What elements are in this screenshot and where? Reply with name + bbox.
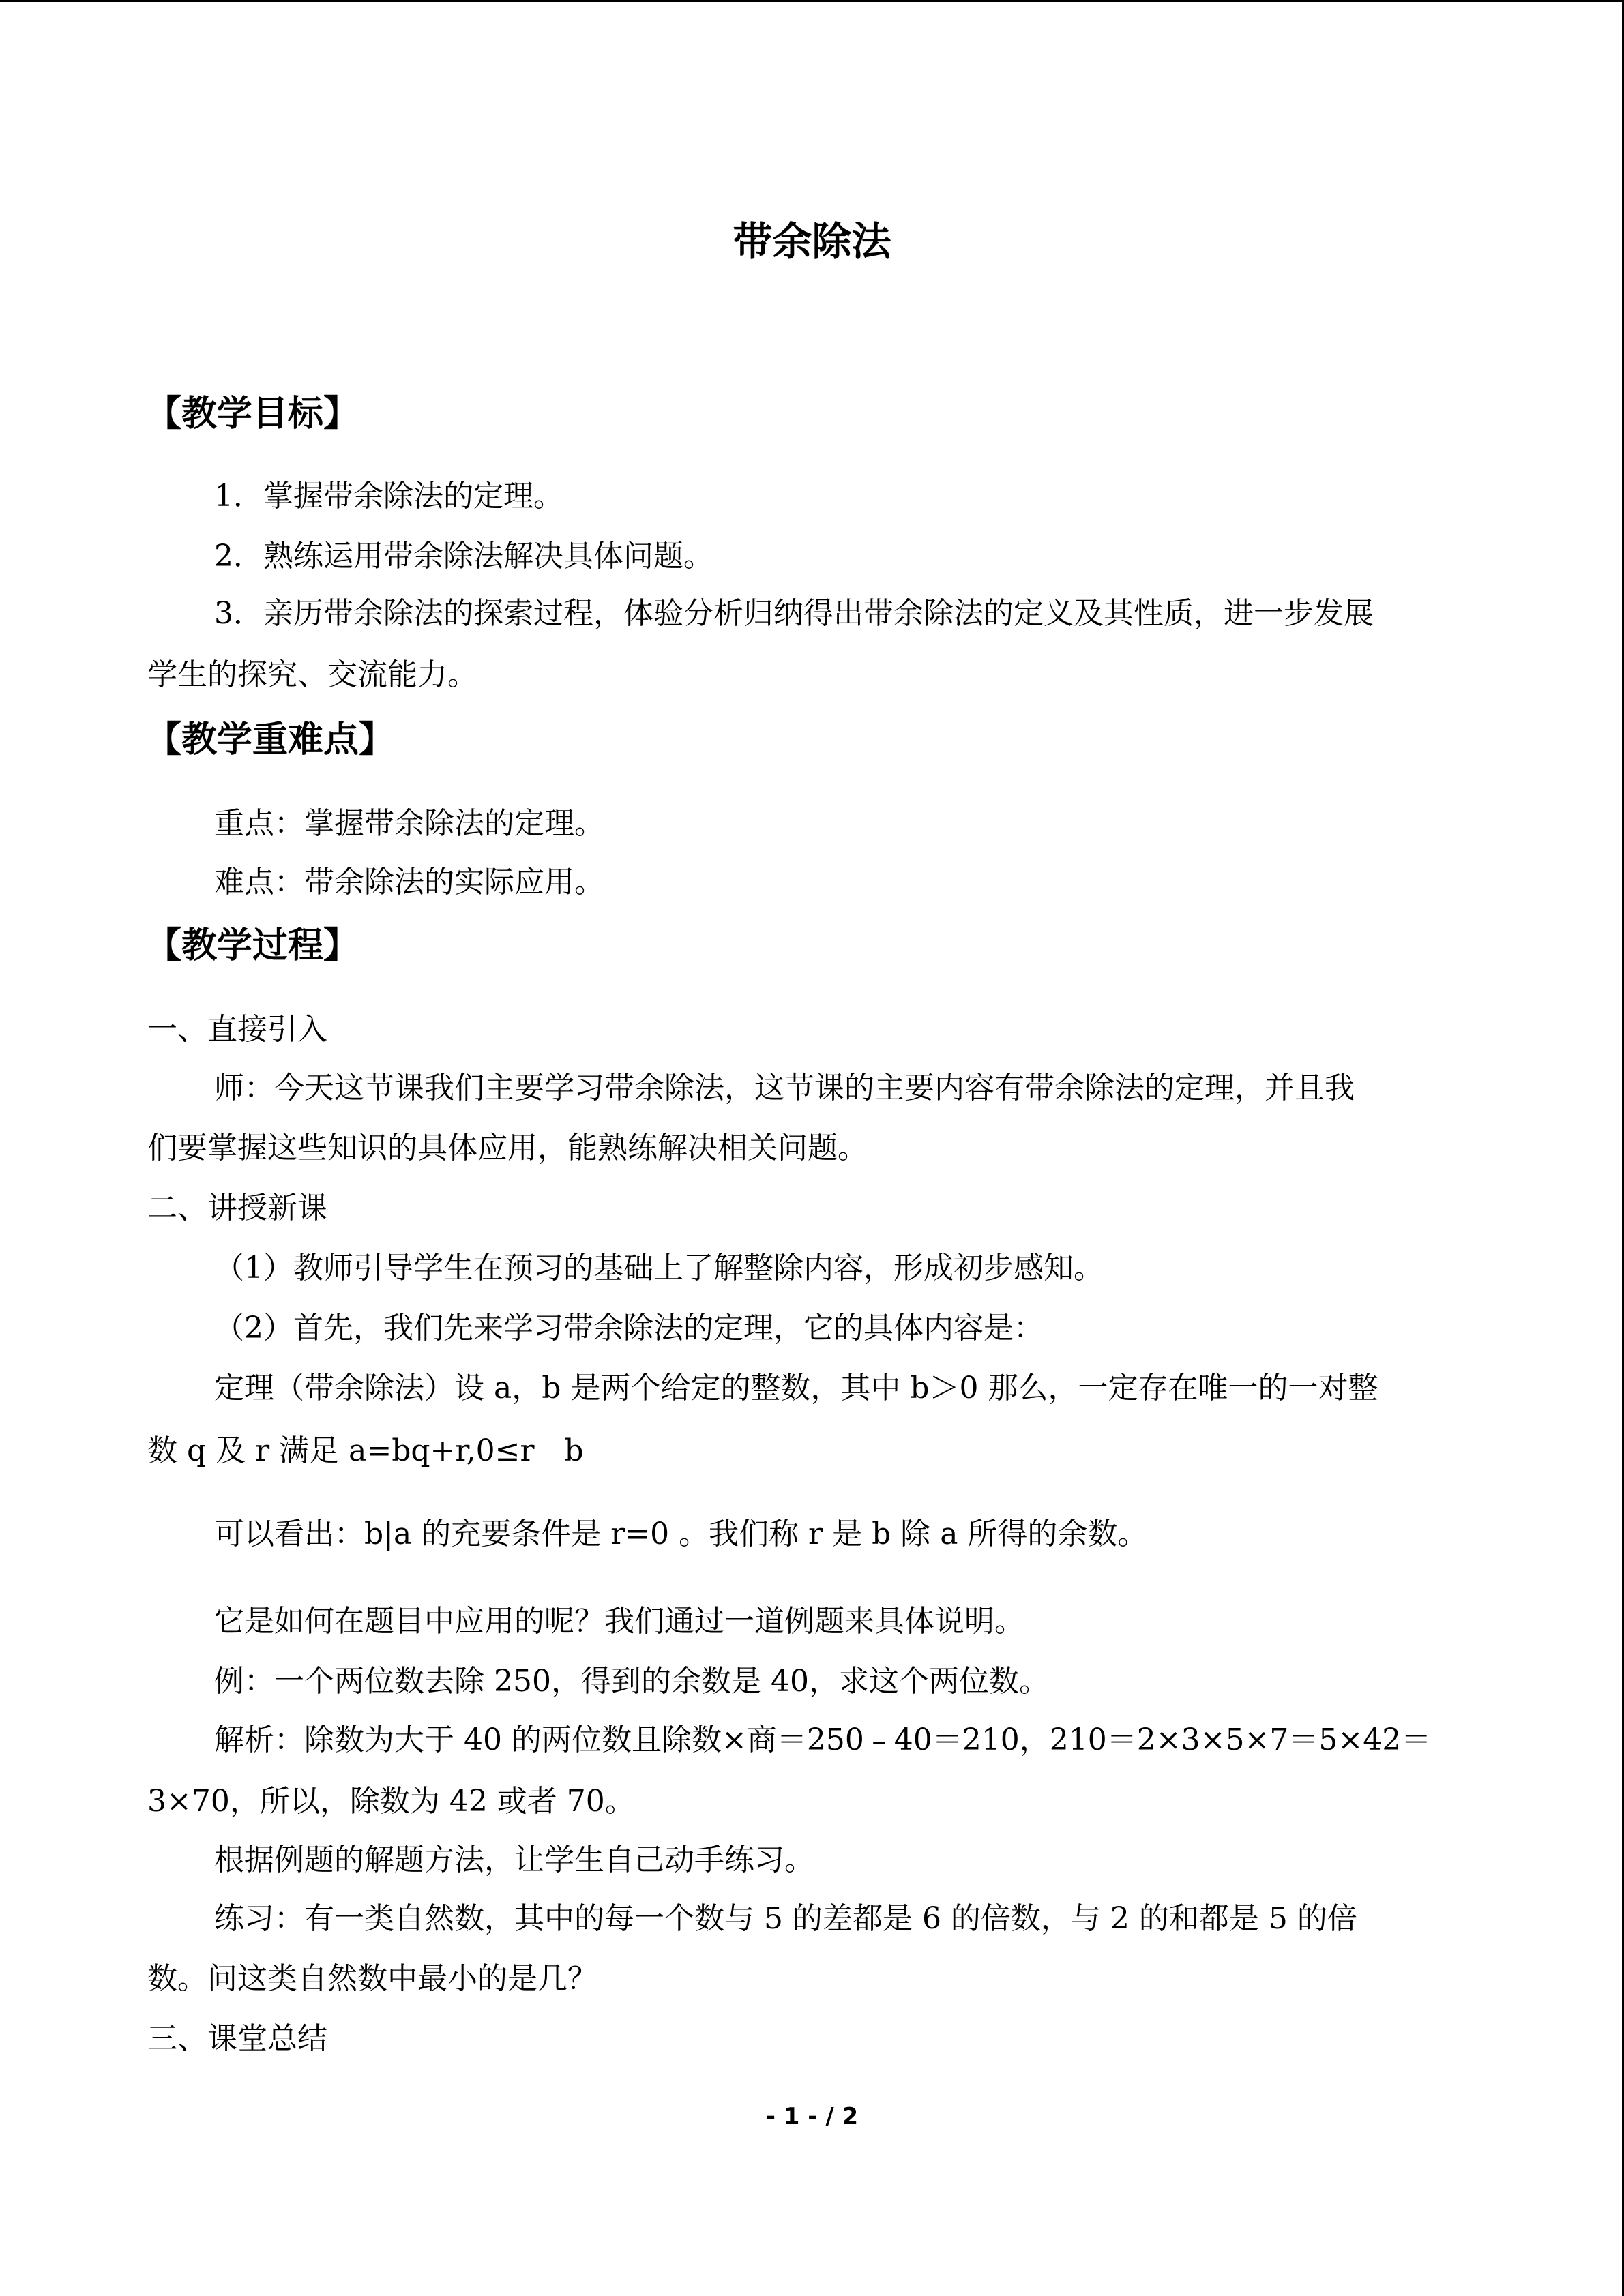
key-point: 重点：掌握带余除法的定理。: [214, 806, 604, 841]
top-border: [0, 0, 1624, 2]
document-title: 带余除法: [733, 218, 891, 265]
part1-paragraph-line1: 师：今天这节课我们主要学习带余除法，这节课的主要内容有带余除法的定理，并且我: [214, 1071, 1355, 1105]
process-heading: 【教学过程】: [146, 925, 359, 966]
difficult-point: 难点：带余除法的实际应用。: [214, 865, 604, 899]
practice-line2: 数。问这类自然数中最小的是几？: [147, 1961, 597, 1996]
step-1: （1）教师引导学生在预习的基础上了解整除内容，形成初步感知。: [214, 1251, 1104, 1285]
application-intro: 它是如何在题目中应用的呢？我们通过一道例题来具体说明。: [214, 1604, 1024, 1639]
analysis-line1: 解析：除数为大于 40 的两位数且除数×商＝250﹣40＝210，210＝2×3×5×7＝5×42＝: [214, 1723, 1432, 1757]
objective-3: 3．亲历带余除法的探索过程，体验分析归纳得出带余除法的定义及其性质，进一步发展: [214, 596, 1374, 631]
example: 例：一个两位数去除 250，得到的余数是 40，求这个两位数。: [214, 1664, 1049, 1699]
page-number: - 1 - / 2: [765, 2103, 859, 2130]
part1-paragraph-line2: 们要掌握这些知识的具体应用，能熟练解决相关问题。: [147, 1131, 868, 1165]
part1-title: 一、直接引入: [147, 1012, 327, 1047]
observation: 可以看出：b|a 的充要条件是 r=0 。我们称 r 是 b 除 a 所得的余数。: [214, 1517, 1148, 1551]
practice-line1: 练习：有一类自然数，其中的每一个数与 5 的差都是 6 的倍数，与 2 的和都是 5 的倍: [214, 1901, 1357, 1936]
theorem-line1: 定理（带余除法）设 a，b 是两个给定的整数，其中 b＞0 那么，一定存在唯一的一对整: [214, 1371, 1378, 1405]
part3-title: 三、课堂总结: [147, 2021, 327, 2056]
objective-1: 1．掌握带余除法的定理。: [214, 479, 563, 513]
step-2: （2）首先，我们先来学习带余除法的定理，它的具体内容是：: [214, 1311, 1044, 1345]
key-points-heading: 【教学重难点】: [146, 719, 395, 760]
analysis-line2: 3×70，所以，除数为 42 或者 70。: [147, 1784, 635, 1819]
practice-intro: 根据例题的解题方法，让学生自己动手练习。: [214, 1843, 814, 1877]
theorem-line2: 数 q 及 r 满足 a=bq+r,0≤r b: [147, 1433, 584, 1468]
objective-2: 2．熟练运用带余除法解决具体问题。: [214, 539, 713, 573]
objective-3-cont: 学生的探究、交流能力。: [147, 657, 477, 692]
objectives-heading: 【教学目标】: [146, 393, 359, 434]
part2-title: 二、讲授新课: [147, 1191, 327, 1225]
